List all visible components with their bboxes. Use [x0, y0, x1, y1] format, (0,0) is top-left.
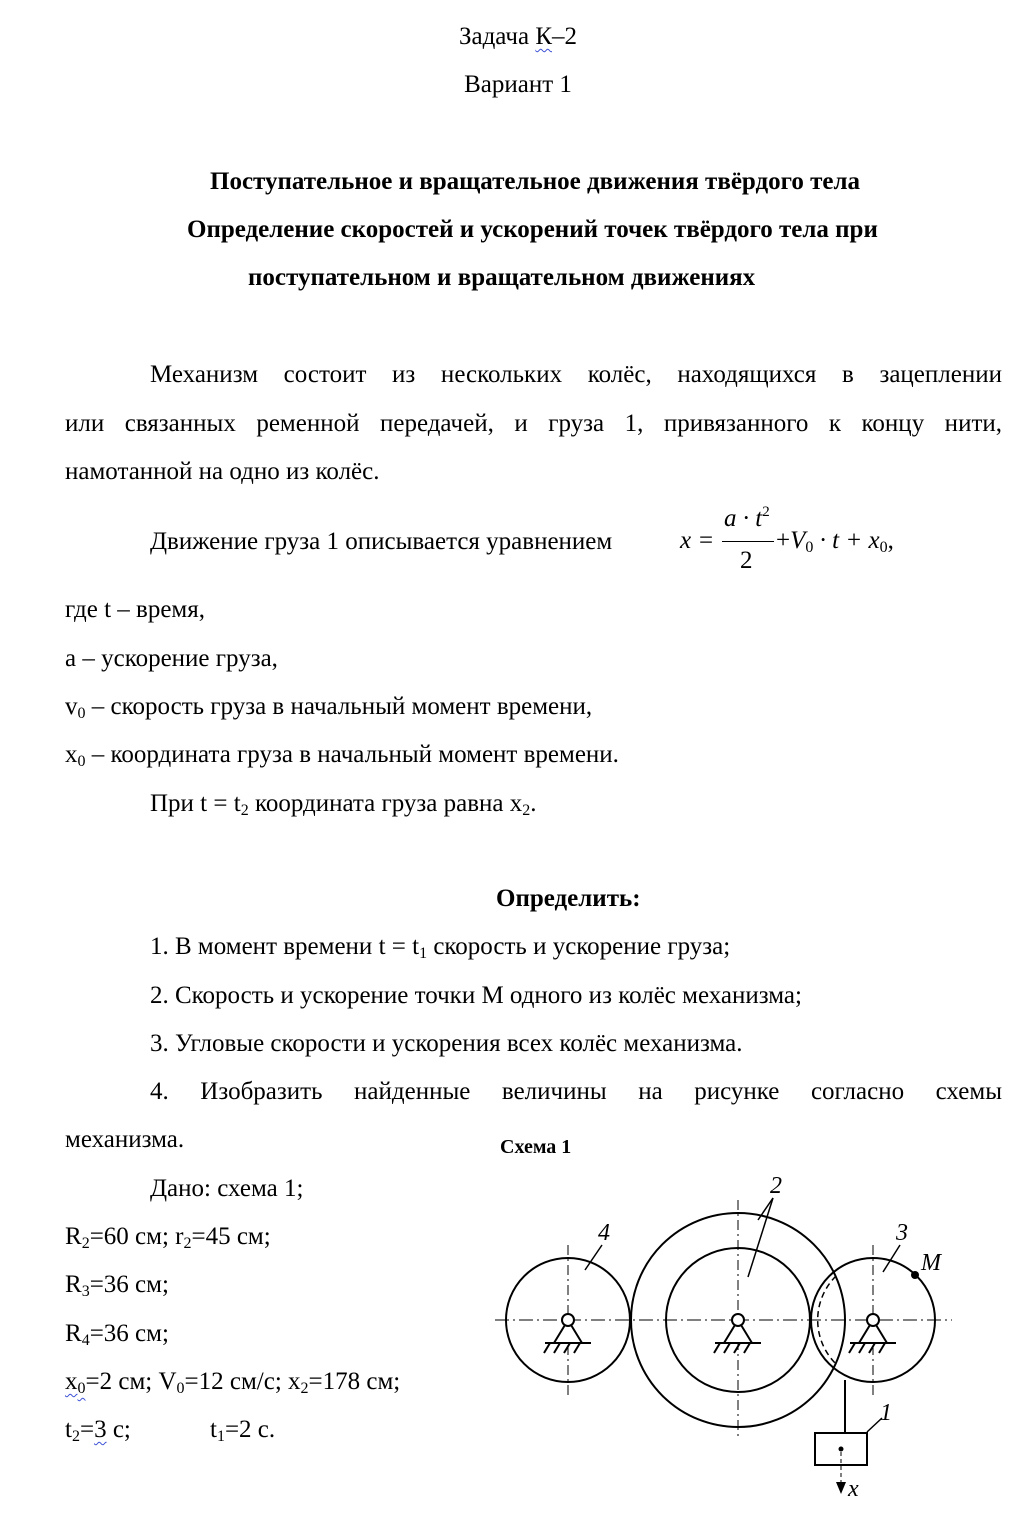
- given-t1: $t_1=2$ с.: [210, 1416, 276, 1445]
- task-heading: [0, 21, 1036, 53]
- def-v0: $v_0$ – скорость груза в начальный момент времени,: [65, 693, 593, 722]
- task-number: –2: [552, 23, 578, 50]
- motion-text: Движение груза 1 описывается уравнением: [150, 528, 613, 555]
- axis-x-arrow: [836, 1482, 846, 1494]
- determine-item-3: 3. Угловые скорости и ускорения всех колёс механизма.: [150, 1030, 743, 1057]
- title-line-2: Определение скоростей и ускорений точек твёрдого тела при: [187, 216, 878, 243]
- title-line-1: Поступательное и вращательное движения твёрдого тела: [210, 168, 861, 195]
- mechanism-diagram: [490, 1160, 960, 1510]
- label-wheel-4: 4: [598, 1220, 610, 1246]
- determine-item-1: 1. В момент времени $t = t_1$ скорость и ускорение груза;: [150, 933, 731, 962]
- label-wheel-3: 3: [896, 1220, 908, 1246]
- intro-line-2: или связанных ременной передачей, и груза 1, привязанного к концу нити,: [65, 410, 1002, 437]
- determine-item-4-line-2: механизма.: [65, 1126, 185, 1153]
- intro-line-1: Механизм состоит из нескольких колёс, находящихся в зацеплении: [150, 361, 1002, 388]
- scheme-title: Схема 1: [500, 1136, 572, 1158]
- def-t: где t – время,: [65, 596, 205, 623]
- intro-line-3: намотанной на одно из колёс.: [65, 458, 380, 485]
- def-x0: $x_0$ – координата груза в начальный момент времени.: [65, 741, 619, 770]
- formula-lhs: x =: [680, 527, 715, 554]
- formula-fraction-bar: [722, 541, 774, 542]
- formula-rest: $+V_0 \cdot t + x_0$,: [776, 527, 894, 556]
- given-r2: $R_2=60$ см; $r_2=45$ см;: [65, 1223, 271, 1252]
- determine-item-2: 2. Скорость и ускорение точки М одного из колёс механизма;: [150, 982, 802, 1009]
- given-r3: $R_3=36$ см;: [65, 1271, 169, 1300]
- formula-numerator: $a \cdot t^2$: [724, 504, 770, 532]
- given-initial: $x_0=2$ см; $V_0=12$ см/с; $x_2=178$ см;: [65, 1368, 401, 1397]
- point-m: [911, 1271, 919, 1279]
- variant-heading: Вариант 1: [464, 71, 572, 98]
- given-r4: $R_4=36$ см;: [65, 1320, 169, 1349]
- task-label: Задача: [458, 23, 536, 50]
- determine-item-4-line-1: 4. Изобразить найденные величины на рисунке согласно схемы: [150, 1078, 1002, 1105]
- given-scheme: Дано: схема 1;: [150, 1175, 304, 1202]
- label-point-m: M: [921, 1250, 941, 1276]
- determine-heading: Определить:: [496, 885, 641, 912]
- task-code: К: [535, 23, 553, 50]
- formula-denominator: 2: [740, 547, 753, 574]
- def-a: a – ускорение груза,: [65, 645, 278, 672]
- label-wheel-2: 2: [770, 1173, 782, 1199]
- condition-t2: При $t = t_2$ координата груза равна $x_2$.: [150, 790, 537, 819]
- motion-formula: [680, 505, 920, 580]
- title-line-3: поступательном и вращательном движениях: [248, 264, 756, 291]
- given-times: $t_2=3$ с;: [65, 1416, 131, 1445]
- label-load-1: 1: [880, 1400, 892, 1426]
- label-axis-x: x: [848, 1476, 859, 1502]
